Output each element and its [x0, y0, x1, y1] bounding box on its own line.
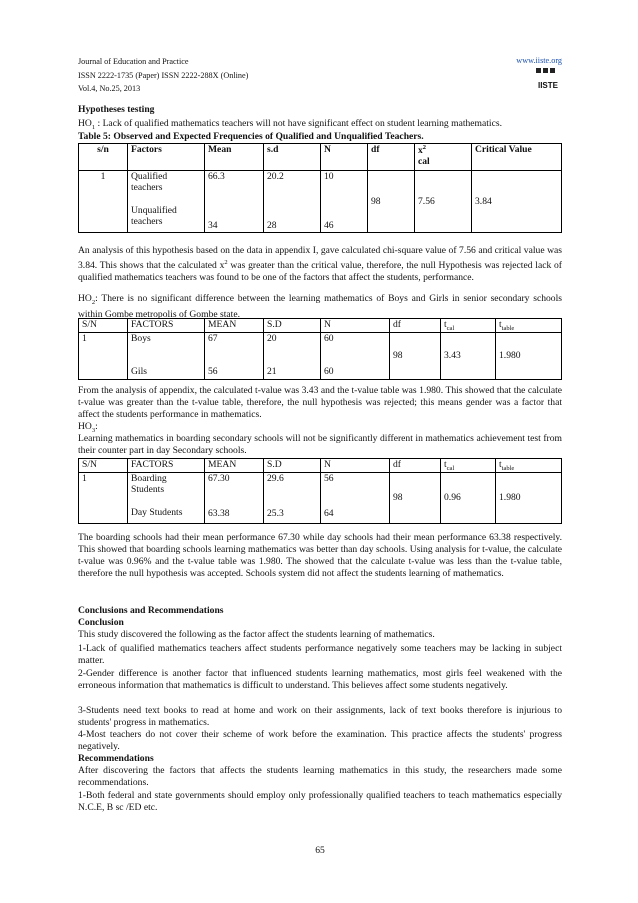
iiste-logo [534, 66, 562, 92]
recommendations-heading: Recommendations [78, 753, 154, 764]
issn-line: ISSN 2222-1735 (Paper) ISSN 2222-288X (Online) [78, 71, 249, 80]
table5 [78, 143, 562, 233]
table-gender: S/N FACTORS MEAN S.D N df $t_{cal}$ $t_{table}$ 1 Boys Gils 67 56 20 21 60 60 98 3.43 1.980 [78, 318, 562, 380]
ho2-statement: $HO_2$: There is no significant difference between the learning mathematics of Boys and Girls in senior secondary schools within Gombe metropolis of Gombe state. [78, 293, 562, 320]
table5-title: Table 5: Observed and Expected Frequencies of Qualified and Unqualified Teachers. [78, 131, 424, 142]
table5-header-sn: s/n [79, 144, 128, 171]
table-gender-row: 1 Boys Gils 67 56 20 21 60 60 98 3.43 1.980 [79, 332, 562, 379]
conclusion-subheading: Conclusion [78, 617, 124, 628]
table5-header-df: df [368, 144, 415, 171]
analysis-paragraph-3: The boarding schools had their mean performance 67.30 while day schools had their mean performance 63.38 respectively. This showed that boarding schools learning mathematics was better than day schools. Using analysis for t-value, the calculate t-value was 0.96% and the t-value table was 1.980. The showed that the calculate t-value was less than the t-value table, therefore the null hypothesis was accepted. Schools system did not affect the students learning of mathematics. [78, 532, 562, 579]
table5-header-xcal: $x^2$ cal [415, 144, 472, 171]
table5-header-mean: Mean [205, 144, 264, 171]
ho1-statement: $HO_1$ : Lack of qualified mathematics teachers will not have significant effect on student learning mathematics. [78, 118, 502, 131]
table-school-type: S/N FACTORS MEAN S.D N df $t_{cal}$ $t_{table}$ 1 Boarding Students Day Students 67.30 63.38 29.6 25.3 56 64 98 0.96 1.980 [78, 458, 562, 524]
ho3-label: $HO_3$: [78, 421, 98, 434]
conclusion-item-4: 4-Most teachers do not cover their scheme of work before the examination. This practice affects the students' progress negatively. [78, 729, 562, 752]
analysis-paragraph-2: From the analysis of appendix, the calculated t-value was 3.43 and the t-value table was 1.980. This showed that the calculate t-value was greater than the t-value table, therefore, the null hypothesis was rejected; this means gender was a factor that affect the students performance in mathematics. [78, 385, 562, 420]
logo-text: IISTE [537, 81, 559, 90]
conclusion-intro: This study discovered the following as the factor affect the students learning of mathematics. [78, 629, 435, 640]
analysis-paragraph-1: An analysis of this hypothesis based on the data in appendix I, gave calculated chi-square value of 7.56 and critical value was 3.84. This shows that the calculated $x^2$ was greater than the critical value, therefore, the null Hypothesis was rejected lack of qualified mathematics teachers was found to be one of the factors that affect the students, performance. [78, 245, 563, 284]
table5-header-factors: Factors [128, 144, 205, 171]
conclusion-item-2: 2-Gender difference is another factor that influenced students learning mathematics, most girls feel weakened with the erroneous information that mathematics is difficult to understand. This believes affect some students negatively. [78, 668, 562, 691]
page-number: 65 [315, 845, 325, 856]
paper-page [78, 0, 562, 903]
recommendation-1: 1-Both federal and state governments should employ only professionally qualified teachers to teach mathematics especially N.C.E, B sc /ED etc. [78, 790, 562, 813]
table5-header-n: N [321, 144, 368, 171]
journal-url[interactable]: www.iiste.org [516, 56, 562, 65]
table5-header-critical: Critical Value [472, 144, 562, 171]
hypotheses-heading: Hypotheses testing [78, 104, 155, 115]
journal-name: Journal of Education and Practice [78, 57, 189, 66]
table5-header-sd: s.d [264, 144, 321, 171]
conclusions-heading: Conclusions and Recommendations [78, 605, 224, 616]
conclusion-item-3: 3-Students need text books to read at home and work on their assignments, lack of text books therefore is injurious to students' progress in mathematics. [78, 705, 562, 728]
ho3-statement: Learning mathematics in boarding secondary schools will not be significantly different in mathematics achievement test from their counter part in day Secondary schools. [78, 433, 562, 456]
table5-row: 1 Qualified teachers Unqualified teachers 66.3 34 20.2 28 10 46 98 7.56 3.84 [79, 171, 562, 233]
conclusion-item-1: 1-Lack of qualified mathematics teachers affect students performance negatively some teachers may be lacking in subject matter. [78, 643, 562, 666]
volume-line: Vol.4, No.25, 2013 [78, 84, 141, 93]
recommendations-intro: After discovering the factors that affects the students learning mathematics in this study, the researchers made some recommendations. [78, 765, 562, 788]
table-school-type-row: 1 Boarding Students Day Students 67.30 63.38 29.6 25.3 56 64 98 0.96 1.980 [79, 472, 562, 523]
